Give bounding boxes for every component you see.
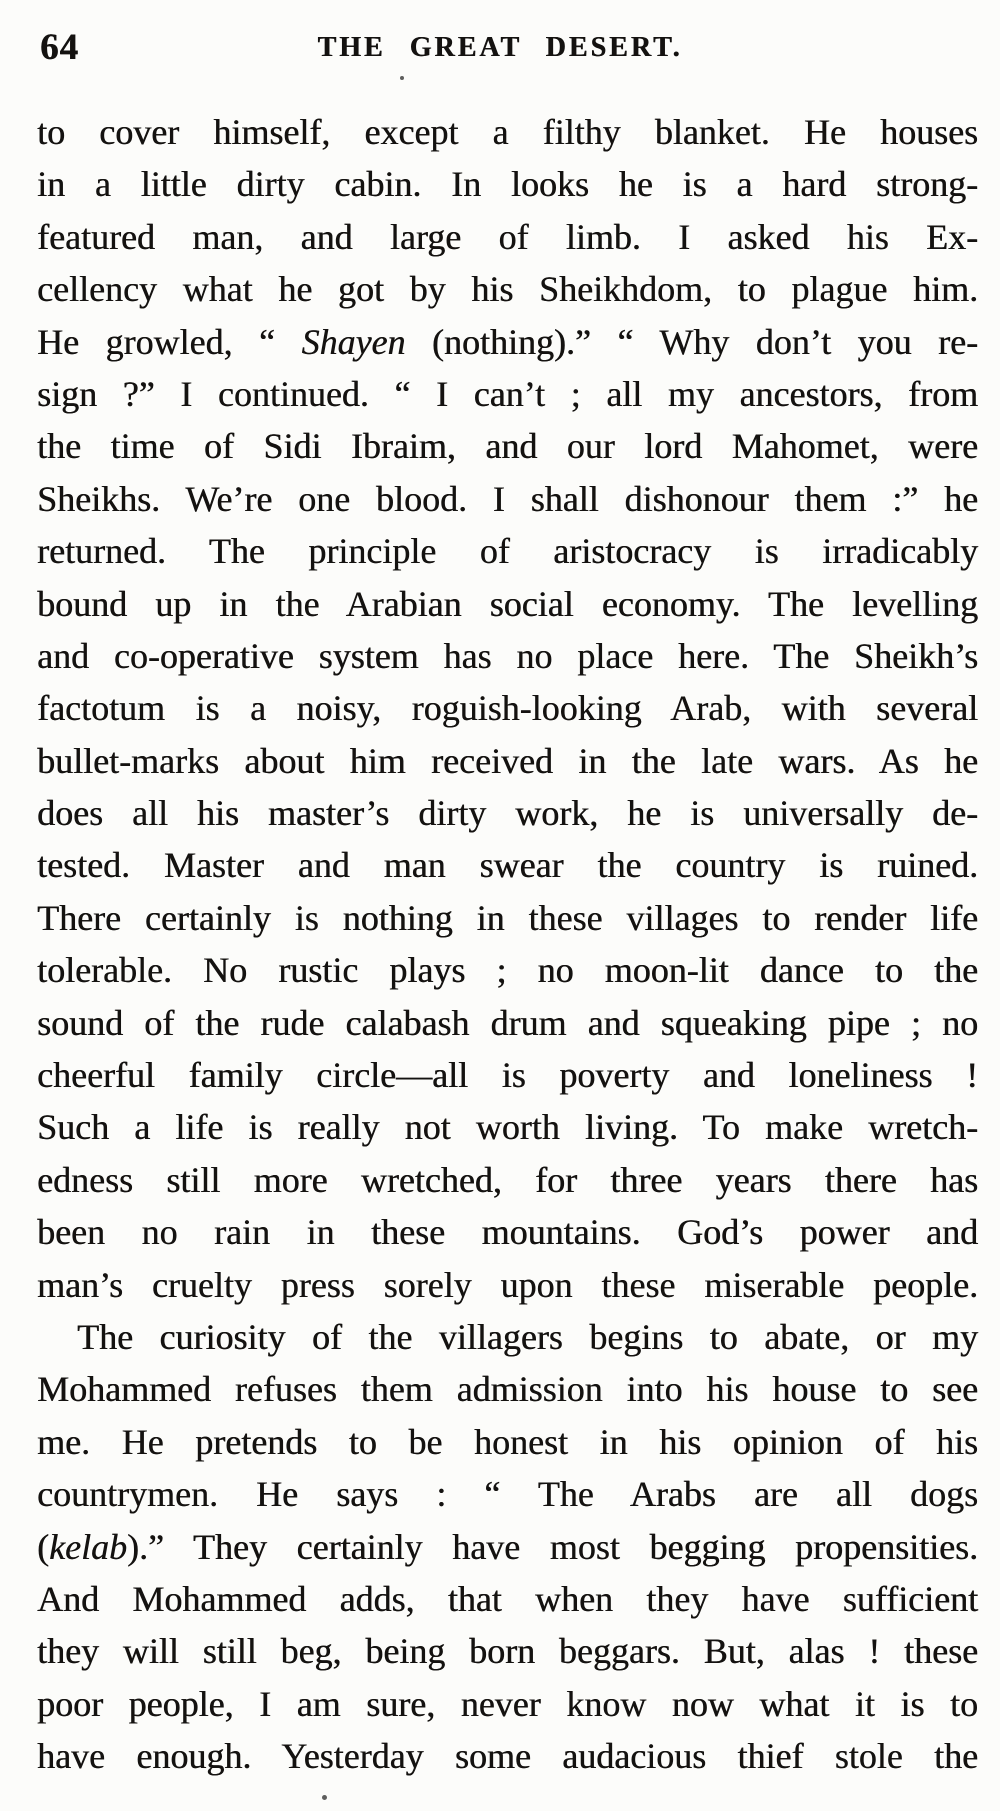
text-line: Sheikhs. We’re one blood. I shall dishonour them :” he (37, 478, 978, 519)
text-line: have enough. Yesterday some audacious thief stole the (37, 1736, 978, 1777)
text-line: Such a life is really not worth living. To make wretch- (37, 1107, 978, 1148)
text-line: countrymen. He says : “ The Arabs are all dogs (37, 1474, 978, 1515)
text-line: in a little dirty cabin. In looks he is a hard strong- (37, 164, 978, 205)
text-line: (kelab).” They certainly have most begging propensities. (37, 1526, 978, 1567)
text-line: sign ?” I continued. “ I can’t ; all my ancestors, from (37, 373, 978, 414)
text-line: tested. Master and man swear the country is ruined. (37, 845, 978, 886)
text-line: they will still beg, being born beggars. But, alas ! these (37, 1631, 978, 1672)
page-number: 64 (40, 27, 79, 68)
text-line: tolerable. No rustic plays ; no moon-lit dance to the (37, 950, 978, 991)
text-line: to cover himself, except a filthy blanket. He houses (37, 112, 978, 152)
running-title: THE GREAT DESERT. (317, 32, 683, 63)
paragraph (37, 1311, 978, 1783)
text-line: returned. The principle of aristocracy is irradicably (37, 531, 978, 572)
text-line: sound of the rude calabash drum and squeaking pipe ; no (37, 1002, 978, 1043)
text-line: edness still more wretched, for three years there has (37, 1159, 978, 1200)
text-line: man’s cruelty press sorely upon these miserable people. (37, 1264, 978, 1305)
text-line: factotum is a noisy, roguish-looking Arab, with several (37, 688, 978, 729)
text-line: bullet-marks about him received in the late wars. As he (37, 740, 978, 781)
text-line: bound up in the Arabian social economy. The levelling (37, 583, 978, 624)
text-line: been no rain in these mountains. God’s power and (37, 1212, 978, 1253)
text-line: does all his master’s dirty work, he is universally de- (37, 793, 978, 834)
text-line: the time of Sidi Ibraim, and our lord Mahomet, were (37, 426, 978, 467)
page-header (0, 22, 1000, 72)
text-line: poor people, I am sure, never know now what it is to (37, 1683, 978, 1724)
text-line: There certainly is nothing in these villages to render life (37, 897, 978, 938)
paragraph (37, 106, 978, 1311)
text-line: The curiosity of the villagers begins to abate, or my (77, 1316, 978, 1357)
text-line: featured man, and large of limb. I asked his Ex- (37, 216, 978, 257)
body-text (37, 106, 978, 1783)
text-line: And Mohammed adds, that when they have sufficient (37, 1578, 978, 1619)
scan-speck (400, 76, 404, 80)
text-line: cellency what he got by his Sheikhdom, to plague him. (37, 269, 978, 310)
text-line: me. He pretends to be honest in his opinion of his (37, 1421, 978, 1462)
text-line: and co-operative system has no place here. The Sheikh’s (37, 635, 978, 676)
text-line: cheerful family circle—all is poverty and loneliness ! (37, 1055, 978, 1096)
scan-speck (322, 1795, 327, 1800)
text-line: He growled, “ Shayen (nothing).” “ Why don’t you re- (37, 321, 978, 362)
text-line: Mohammed refuses them admission into his house to see (37, 1369, 978, 1410)
